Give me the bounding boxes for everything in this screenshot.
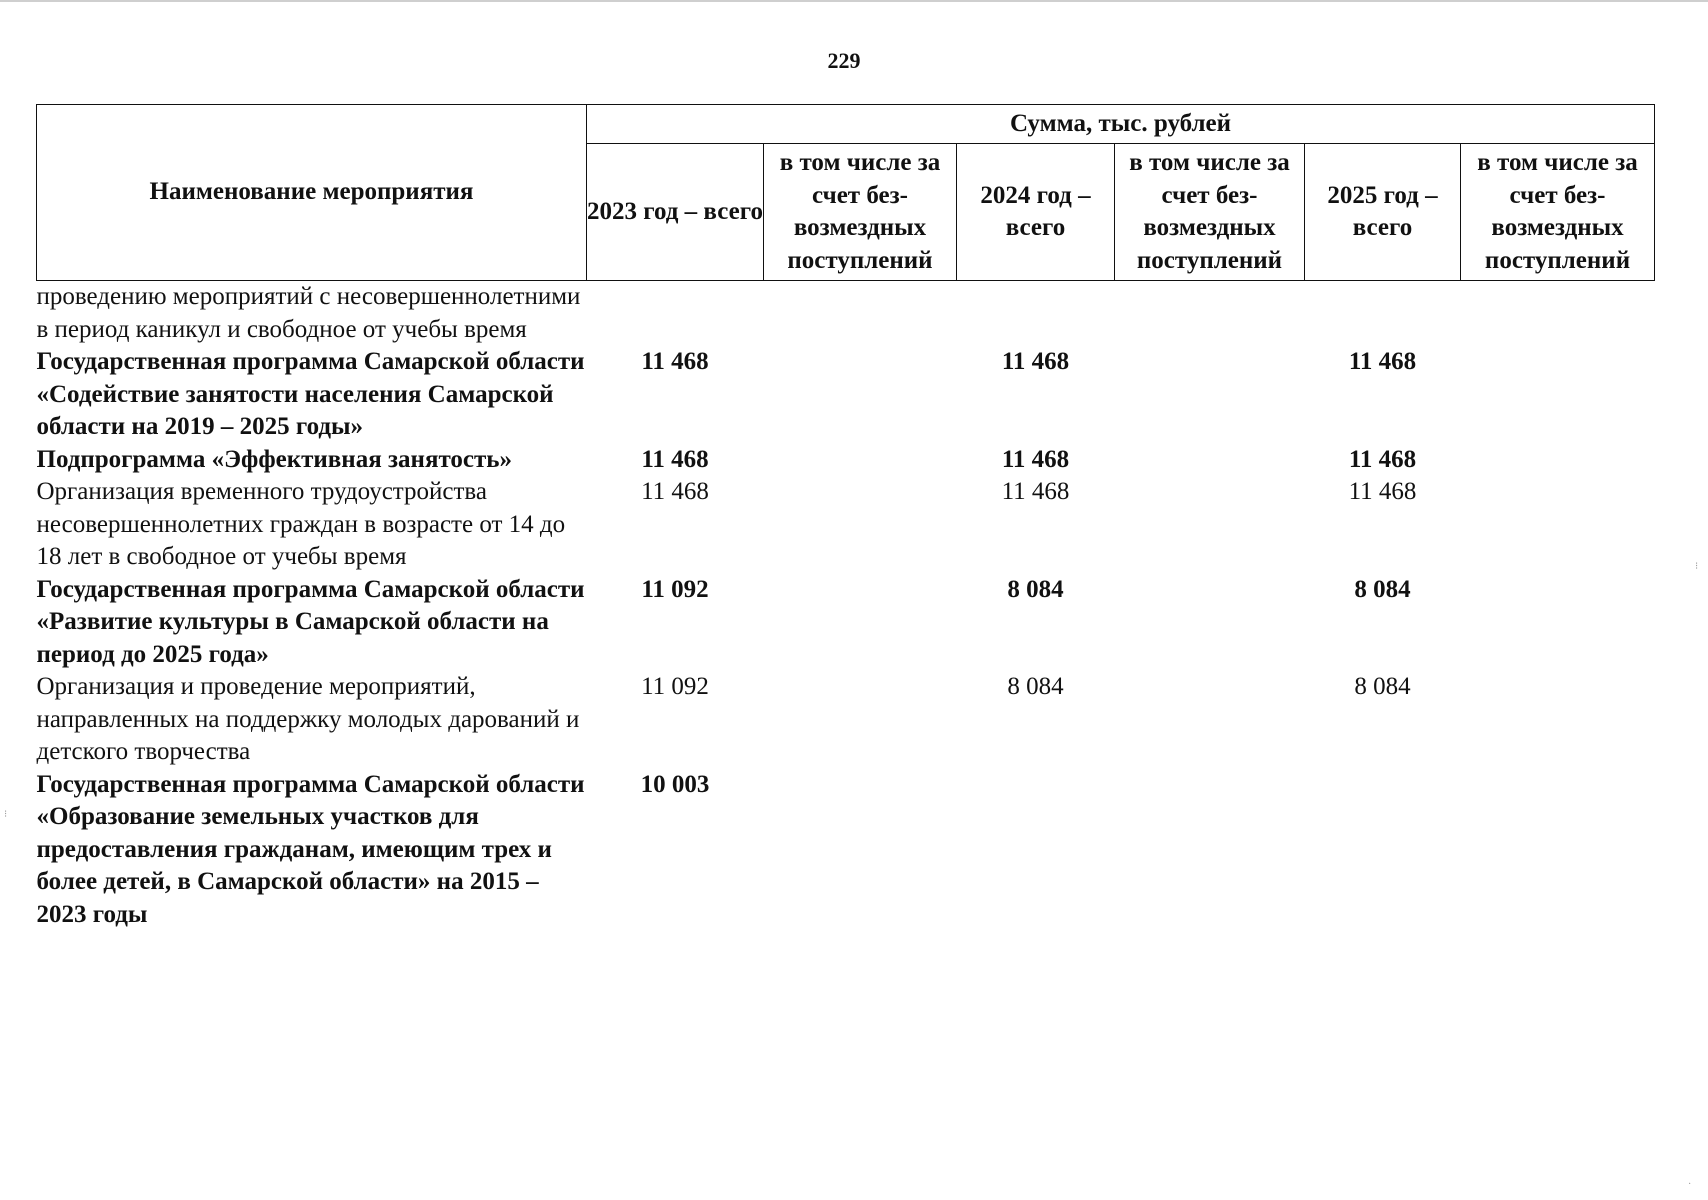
row-2025-total: 11 468 — [1348, 445, 1417, 473]
row-2025-total — [1305, 281, 1461, 347]
header-2024-total: 2024 год – всего — [957, 144, 1115, 281]
header-sum-group: Сумма, тыс. рублей — [587, 105, 1655, 144]
row-2024-total: 11 468 — [1001, 445, 1070, 473]
row-2024-total: 8 084 — [1007, 575, 1064, 603]
row-2024-total: 11 468 — [1001, 348, 1070, 375]
row-2024-total — [957, 281, 1115, 347]
row-2023-free-receipts — [764, 281, 957, 347]
row-2023-free-receipts — [764, 769, 957, 932]
row-name: Подпрограмма «Эффективная занятость» — [36, 445, 513, 473]
row-2023-total: 11 092 — [641, 575, 709, 603]
row-2024-total — [957, 769, 1115, 932]
row-2025-total: 11 468 — [1348, 478, 1417, 505]
scan-speck: · — [1688, 1179, 1692, 1190]
row-2025-total: 11 468 — [1348, 348, 1417, 375]
row-2023-total — [587, 281, 764, 347]
row-2023-free-receipts — [764, 346, 957, 444]
scan-speck: ⁝ — [1695, 561, 1699, 572]
row-2025-total: 8 084 — [1354, 673, 1411, 700]
header-2023-total: 2023 год – всего — [587, 144, 764, 281]
row-2025-free-receipts — [1461, 281, 1655, 347]
header-2024-free-receipts: в том числе за счет без-возмездных поступлений — [1115, 144, 1305, 281]
row-2023-free-receipts — [764, 671, 957, 769]
row-2023-free-receipts — [764, 444, 957, 477]
row-2024-total: 11 468 — [1001, 478, 1070, 505]
page-number: 229 — [827, 48, 861, 73]
table-row — [37, 476, 1655, 574]
row-2025-free-receipts — [1461, 671, 1655, 769]
row-name: Государственная программа Самарской области «Содействие занятости населения Самарской области на 2019 – 2025 годы» — [36, 348, 585, 440]
scan-speck: ⁝ — [4, 809, 8, 820]
row-2024-free-receipts — [1115, 444, 1305, 477]
row-2024-free-receipts — [1115, 476, 1305, 574]
header-name-column: Наименование мероприятия — [37, 105, 587, 281]
row-2023-total: 11 468 — [641, 348, 709, 375]
row-2025-free-receipts — [1461, 769, 1655, 932]
row-name: Организация временного трудоустройства несовершеннолетних граждан в возрасте от 14 до 18 лет в свободное от учебы время — [36, 478, 566, 570]
row-name: проведению мероприятий с несовершеннолетними в период каникул и свободное от учебы время — [36, 283, 581, 343]
row-2025-free-receipts — [1461, 476, 1655, 574]
row-2023-free-receipts — [764, 574, 957, 672]
row-2024-free-receipts — [1115, 769, 1305, 932]
table-row — [37, 671, 1655, 769]
row-2025-total — [1305, 769, 1461, 932]
row-2023-total: 11 468 — [641, 478, 709, 505]
header-2025-free-receipts: в том числе за счет без-возмездных поступлений — [1461, 144, 1655, 281]
row-2024-free-receipts — [1115, 574, 1305, 672]
budget-table — [36, 104, 1655, 931]
row-2025-free-receipts — [1461, 346, 1655, 444]
row-2024-total: 8 084 — [1007, 673, 1064, 700]
row-2024-free-receipts — [1115, 671, 1305, 769]
table-row — [37, 281, 1655, 347]
top-rule — [0, 0, 1708, 2]
table-row — [37, 346, 1655, 444]
row-2023-total: 11 092 — [641, 673, 709, 700]
row-name: Организация и проведение мероприятий, направленных на поддержку молодых дарований и детского творчества — [36, 673, 580, 765]
table-row — [37, 769, 1655, 932]
row-2025-free-receipts — [1461, 444, 1655, 477]
table-row — [37, 574, 1655, 672]
row-2025-total: 8 084 — [1354, 575, 1411, 603]
row-2025-free-receipts — [1461, 574, 1655, 672]
row-name: Государственная программа Самарской области «Развитие культуры в Самарской области на период до 2025 года» — [36, 575, 585, 668]
row-name: Государственная программа Самарской области «Образование земельных участков для предоставления гражданам, имеющим трех и более детей, в Самарской области» на 2015 – 2023 годы — [36, 770, 585, 928]
row-2023-total: 10 003 — [640, 770, 710, 798]
row-2023-total: 11 468 — [641, 445, 709, 473]
row-2024-free-receipts — [1115, 346, 1305, 444]
row-2023-free-receipts — [764, 476, 957, 574]
row-2024-free-receipts — [1115, 281, 1305, 347]
header-2025-total: 2025 год – всего — [1305, 144, 1461, 281]
table-row — [37, 444, 1655, 477]
header-2023-free-receipts: в том числе за счет без-возмездных поступлений — [764, 144, 957, 281]
